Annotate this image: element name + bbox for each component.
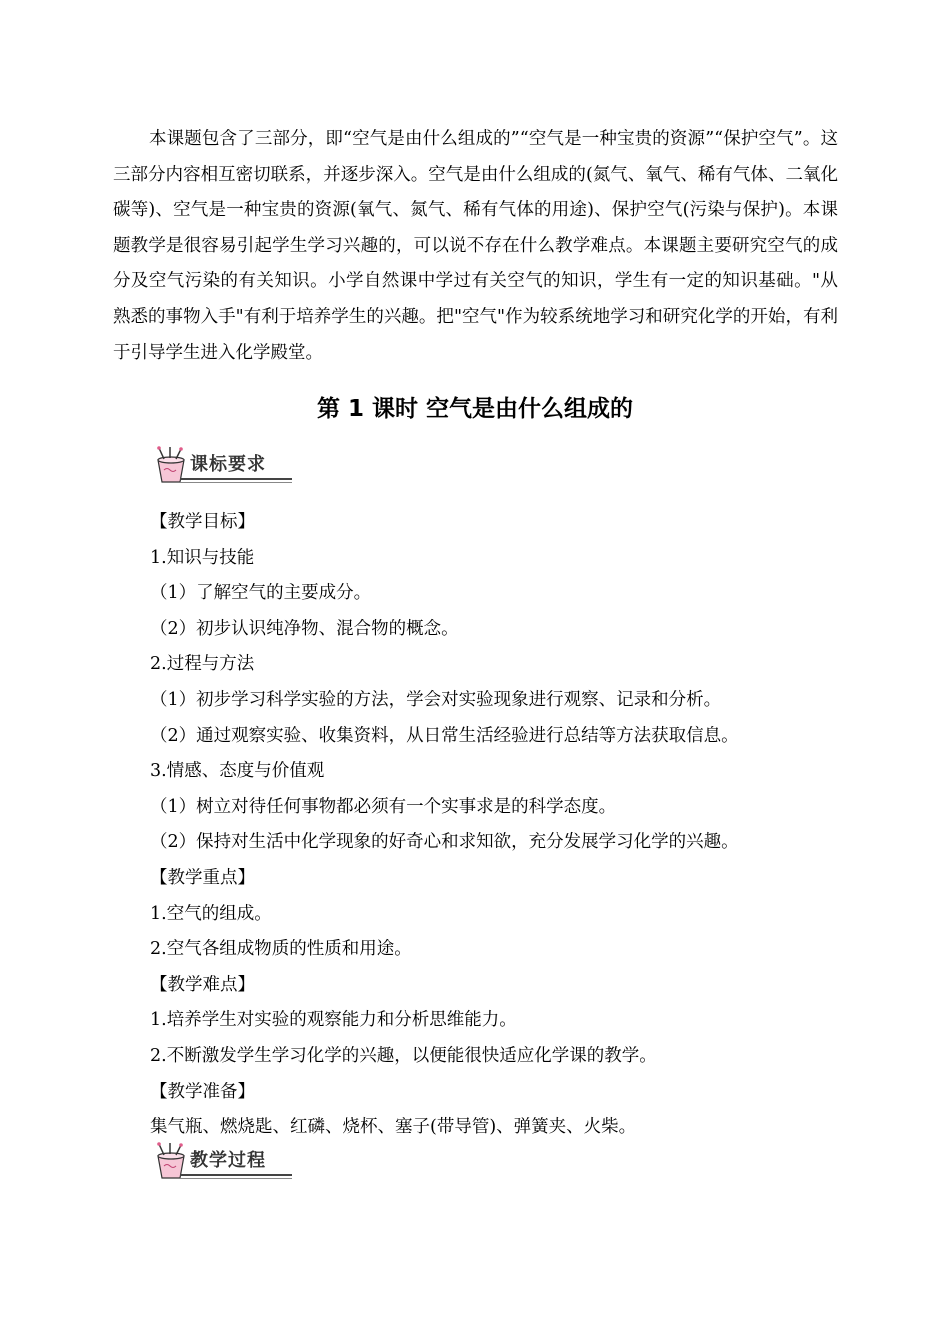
banner-label: 课标要求 (190, 454, 266, 475)
section-banner-process (150, 1140, 300, 1180)
list-item: 1.空气的组成。 (150, 903, 272, 924)
banner-label: 教学过程 (190, 1150, 266, 1171)
list-item: 2.空气各组成物质的性质和用途。 (150, 939, 412, 960)
lesson-title: 第 1 课时 空气是由什么组成的 (316, 396, 634, 422)
list-item: 【教学准备】 (150, 1081, 255, 1102)
list-item: 2.过程与方法 (150, 654, 255, 675)
list-item: 【教学目标】 (150, 512, 255, 532)
list-item: （1）了解空气的主要成分。 (150, 583, 372, 604)
list-item: 【教学难点】 (150, 974, 255, 995)
list-item: 1.培养学生对实验的观察能力和分析思维能力。 (150, 1010, 517, 1031)
intro-paragraph: 本课题包含了三部分，即“空气是由什么组成的”“空气是一种宝贵的资源”“保护空气”。这三部分内容相互密切联系，并逐步深入。空气是由什么组成的(氮气、氧气、稀有气体、二氧化碳等)、空气是一种宝贵的资源(氧气、氮气、稀有气体的用途)、保护空气(污染与保护)。本课题教学是很容易引起学生学习兴趣的，可以说不存在什么教学难点。本课题主要研究空气的成分及空气污染的有关知识。小学自然课中学过有关空气的知识，学生有一定的知识基础。"从熟悉的事物入手"有利于培养学生的兴趣。把"空气"作为较系统地学习和研究化学的开始，有利于引导学生进入化学殿堂。 (113, 129, 838, 363)
list-item: 集气瓶、燃烧匙、红磷、烧杯、塞子(带导管)、弹簧夹、火柴。 (150, 1117, 637, 1138)
list-item: 1.知识与技能 (150, 547, 255, 568)
list-item: 2.不断激发学生学习化学的兴趣，以便能很快适应化学课的教学。 (150, 1045, 657, 1066)
list-item: 3.情感、态度与价值观 (150, 761, 325, 782)
list-item: 【教学重点】 (150, 867, 255, 888)
list-item: （2）初步认识纯净物、混合物的概念。 (150, 618, 459, 639)
list-item: （2）通过观察实验、收集资料，从日常生活经验进行总结等方法获取信息。 (150, 725, 739, 746)
list-item: （1）初步学习科学实验的方法，学会对实验现象进行观察、记录和分析。 (150, 689, 722, 710)
list-item: （1）树立对待任何事物都必须有一个实事求是的科学态度。 (150, 796, 617, 817)
list-item: （2）保持对生活中化学现象的好奇心和求知欲，充分发展学习化学的兴趣。 (150, 832, 739, 853)
content-list (150, 505, 739, 1146)
section-banner-curriculum (150, 444, 300, 484)
